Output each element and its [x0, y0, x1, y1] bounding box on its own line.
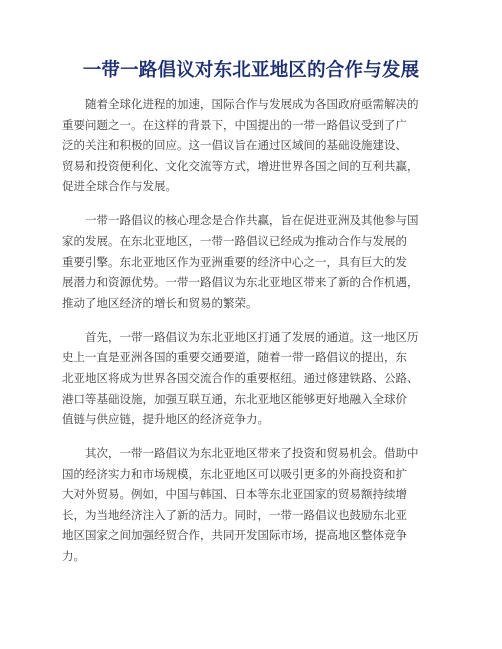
document-title: 一带一路倡议对东北亚地区的合作与发展 — [82, 60, 420, 81]
paragraph-line: 港口等基础设施，加强互联互通，东北亚地区能够更好地融入全球价 — [62, 391, 407, 406]
paragraph-line: 史上一直是亚洲各国的重要交通要道，随着一带一路倡议的提出，东 — [62, 350, 407, 365]
paragraph-line: 值链与供应链，提升地区的经济竞争力。 — [62, 412, 269, 427]
paragraph-line: 家的发展。在东北亚地区，一带一路倡议已经成为推动合作与发展的 — [62, 233, 407, 248]
paragraph-line: 地区国家之间加强经贸合作，共同开发国际市场，提高地区整体竞争 — [62, 528, 407, 543]
paragraph-line: 北亚地区将成为世界各国交流合作的重要枢纽。通过修建铁路、公路、 — [62, 370, 419, 385]
document-body — [62, 94, 452, 580]
paragraph-line: 泛的关注和积极的回应。这一倡议旨在通过区域间的基础设施建设、 — [62, 138, 407, 153]
paragraph-line: 重要引擎。东北亚地区作为亚洲重要的经济中心之一，具有巨大的发 — [62, 254, 407, 269]
paragraph-1 — [62, 94, 452, 197]
paragraph-line: 促进全球合作与发展。 — [62, 179, 177, 194]
paragraph-2 — [62, 210, 452, 313]
paragraph-line: 贸易和投资便利化、文化交流等方式，增进世界各国之间的互利共赢， — [62, 158, 419, 173]
paragraph-line: 首先，一带一路倡议为东北亚地区打通了发展的通道。这一地区历 — [85, 329, 419, 344]
paragraph-line: 展潜力和资源优势。一带一路倡议为东北亚地区带来了新的合作机遇， — [62, 275, 419, 290]
paragraph-line: 推动了地区经济的增长和贸易的繁荣。 — [62, 295, 258, 310]
paragraph-3 — [62, 327, 452, 430]
paragraph-line: 重要问题之一。在这样的背景下，中国提出的一带一路倡议受到了广 — [62, 117, 407, 132]
paragraph-line: 大对外贸易。例如，中国与韩国、日本等东北亚国家的贸易额持续增 — [62, 487, 407, 502]
paragraph-line: 长，为当地经济注入了新的活力。同时，一带一路倡议也鼓励东北亚 — [62, 507, 407, 522]
paragraph-line: 力。 — [62, 549, 85, 564]
paragraph-line: 其次，一带一路倡议为东北亚地区带来了投资和贸易机会。借助中 — [85, 446, 419, 461]
paragraph-line: 国的经济实力和市场规模，东北亚地区可以吸引更多的外商投资和扩 — [62, 466, 407, 481]
paragraph-line: 随着全球化进程的加速，国际合作与发展成为各国政府亟需解决的 — [85, 97, 419, 111]
paragraph-line: 一带一路倡议的核心理念是合作共赢，旨在促进亚洲及其他参与国 — [85, 213, 419, 228]
paragraph-4 — [62, 443, 452, 567]
